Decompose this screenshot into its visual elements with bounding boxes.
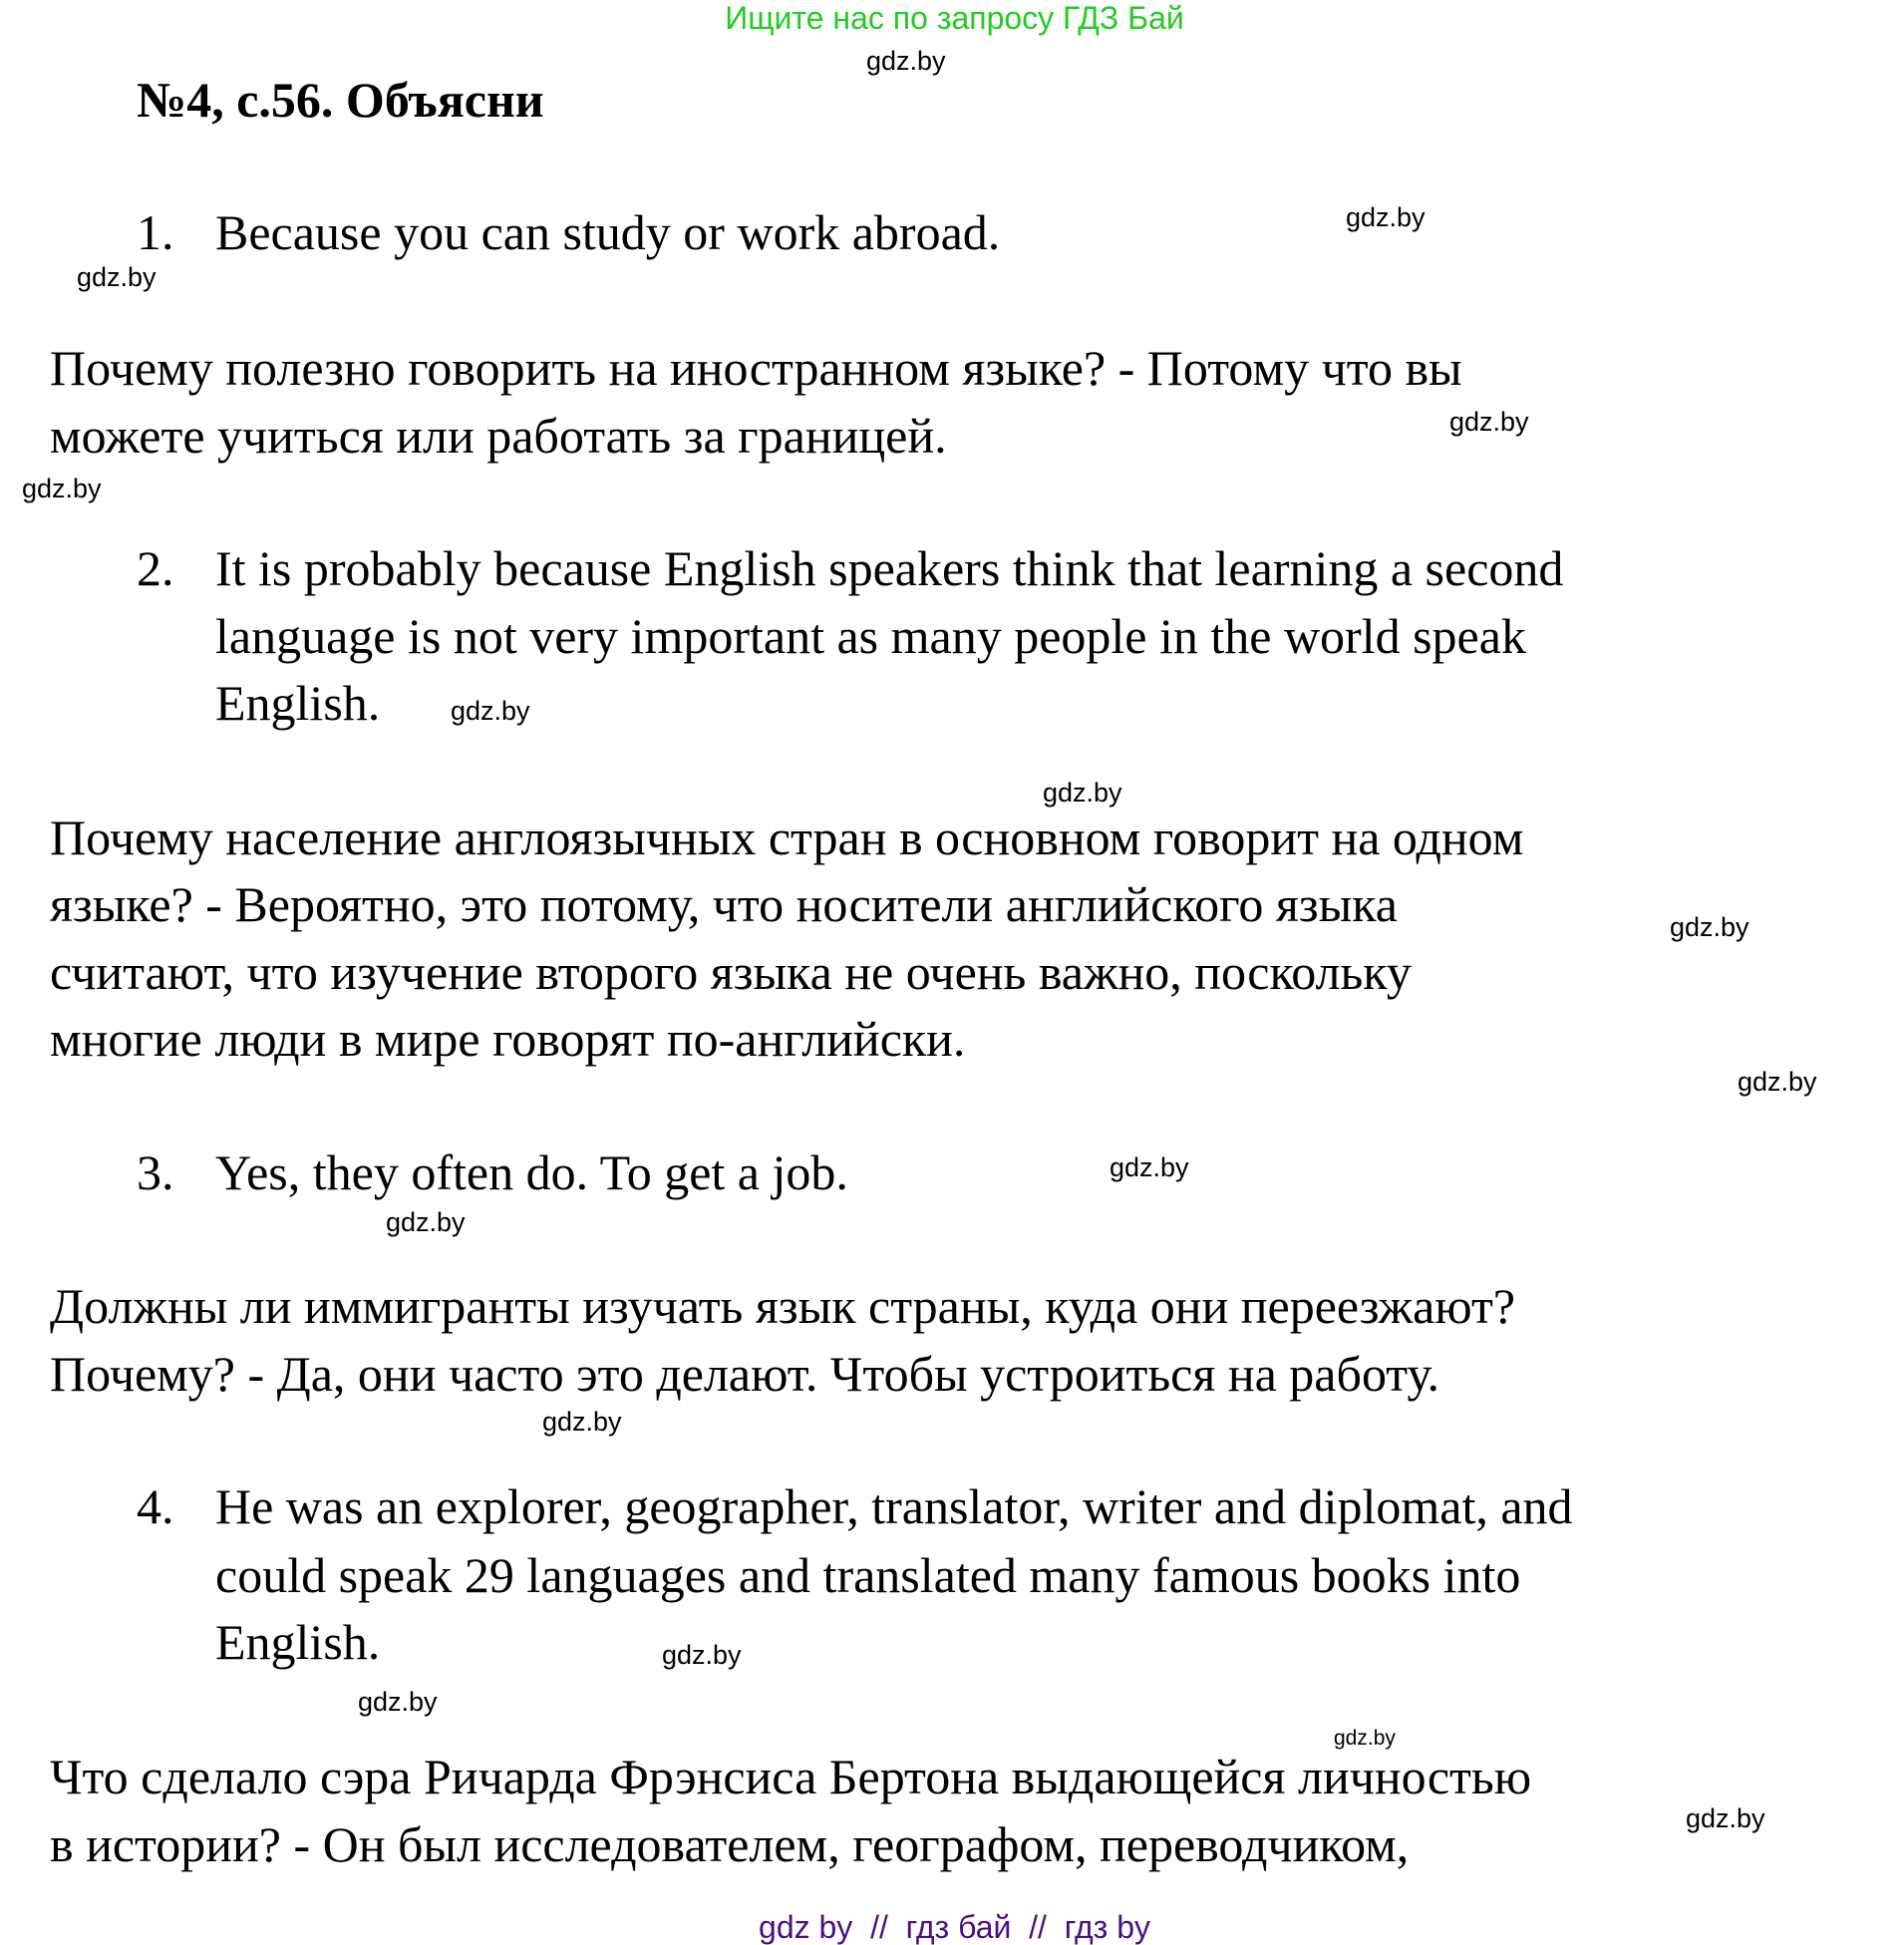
translation-line: Почему население англоязычных стран в основном говорит на одном	[50, 810, 1524, 865]
answer-line: Because you can study or work abroad.	[215, 204, 1001, 260]
watermark: gdz.by	[1110, 1152, 1189, 1182]
watermark: gdz.by	[662, 1640, 742, 1670]
watermark: gdz.by	[1670, 912, 1749, 942]
answer-line: language is not very important as many people in the world speak	[215, 608, 1526, 664]
watermark: gdz.by	[22, 474, 102, 503]
item-number: 2.	[137, 540, 174, 596]
watermark: gdz.by	[542, 1407, 622, 1437]
watermark: gdz.by	[358, 1687, 438, 1717]
watermark: gdz.by	[77, 262, 157, 292]
translation-line: многие люди в мире говорят по-английски.	[50, 1011, 966, 1067]
item-number: 4.	[137, 1478, 174, 1534]
footer-links[interactable]: gdz by // гдз бай // гдз by	[759, 1909, 1150, 1945]
watermark: gdz.by	[1738, 1067, 1817, 1097]
answer-line: He was an explorer, geographer, translator, writer and diplomat, and	[215, 1478, 1573, 1534]
translation-line: Что сделало сэра Ричарда Фрэнсиса Бертона выдающейся личностью	[50, 1749, 1532, 1804]
translation-line: Почему? - Да, они часто это делают. Чтобы устроиться на работу.	[50, 1346, 1439, 1402]
answer-line: could speak 29 languages and translated many famous books into	[215, 1547, 1521, 1603]
watermark: gdz.by	[1346, 202, 1426, 232]
translation-line: языке? - Вероятно, это потому, что носители английского языка	[50, 876, 1398, 932]
answer-line: English.	[215, 1614, 381, 1670]
translation-line: Должны ли иммигранты изучать язык страны, куда они переезжают?	[50, 1278, 1516, 1334]
item-number: 3.	[137, 1144, 174, 1200]
item-number: 1.	[137, 204, 174, 260]
answer-line: Yes, they often do. To get a job.	[215, 1144, 848, 1200]
translation-line: в истории? - Он был исследователем, географом, переводчиком,	[50, 1816, 1410, 1872]
watermark: gdz.by	[1449, 407, 1529, 437]
watermark: gdz.by	[866, 46, 946, 76]
watermark: gdz.by	[1043, 778, 1122, 808]
watermark: gdz.by	[451, 696, 530, 726]
watermark: gdz.by	[1334, 1727, 1396, 1750]
translation-line: можете учиться или работать за границей.	[50, 408, 947, 464]
answer-line: It is probably because English speakers think that learning a second	[215, 540, 1564, 596]
page-title: №4, с.56. Объясни	[137, 72, 544, 128]
translation-line: Почему полезно говорить на иностранном языке? - Потому что вы	[50, 340, 1462, 396]
watermark: gdz.by	[1686, 1803, 1765, 1833]
watermark: gdz.by	[386, 1207, 466, 1237]
answer-line: English.	[215, 675, 381, 731]
translation-line: считают, что изучение второго языка не очень важно, поскольку	[50, 944, 1412, 1000]
search-banner[interactable]: Ищите нас по запросу ГДЗ Бай	[725, 0, 1184, 36]
